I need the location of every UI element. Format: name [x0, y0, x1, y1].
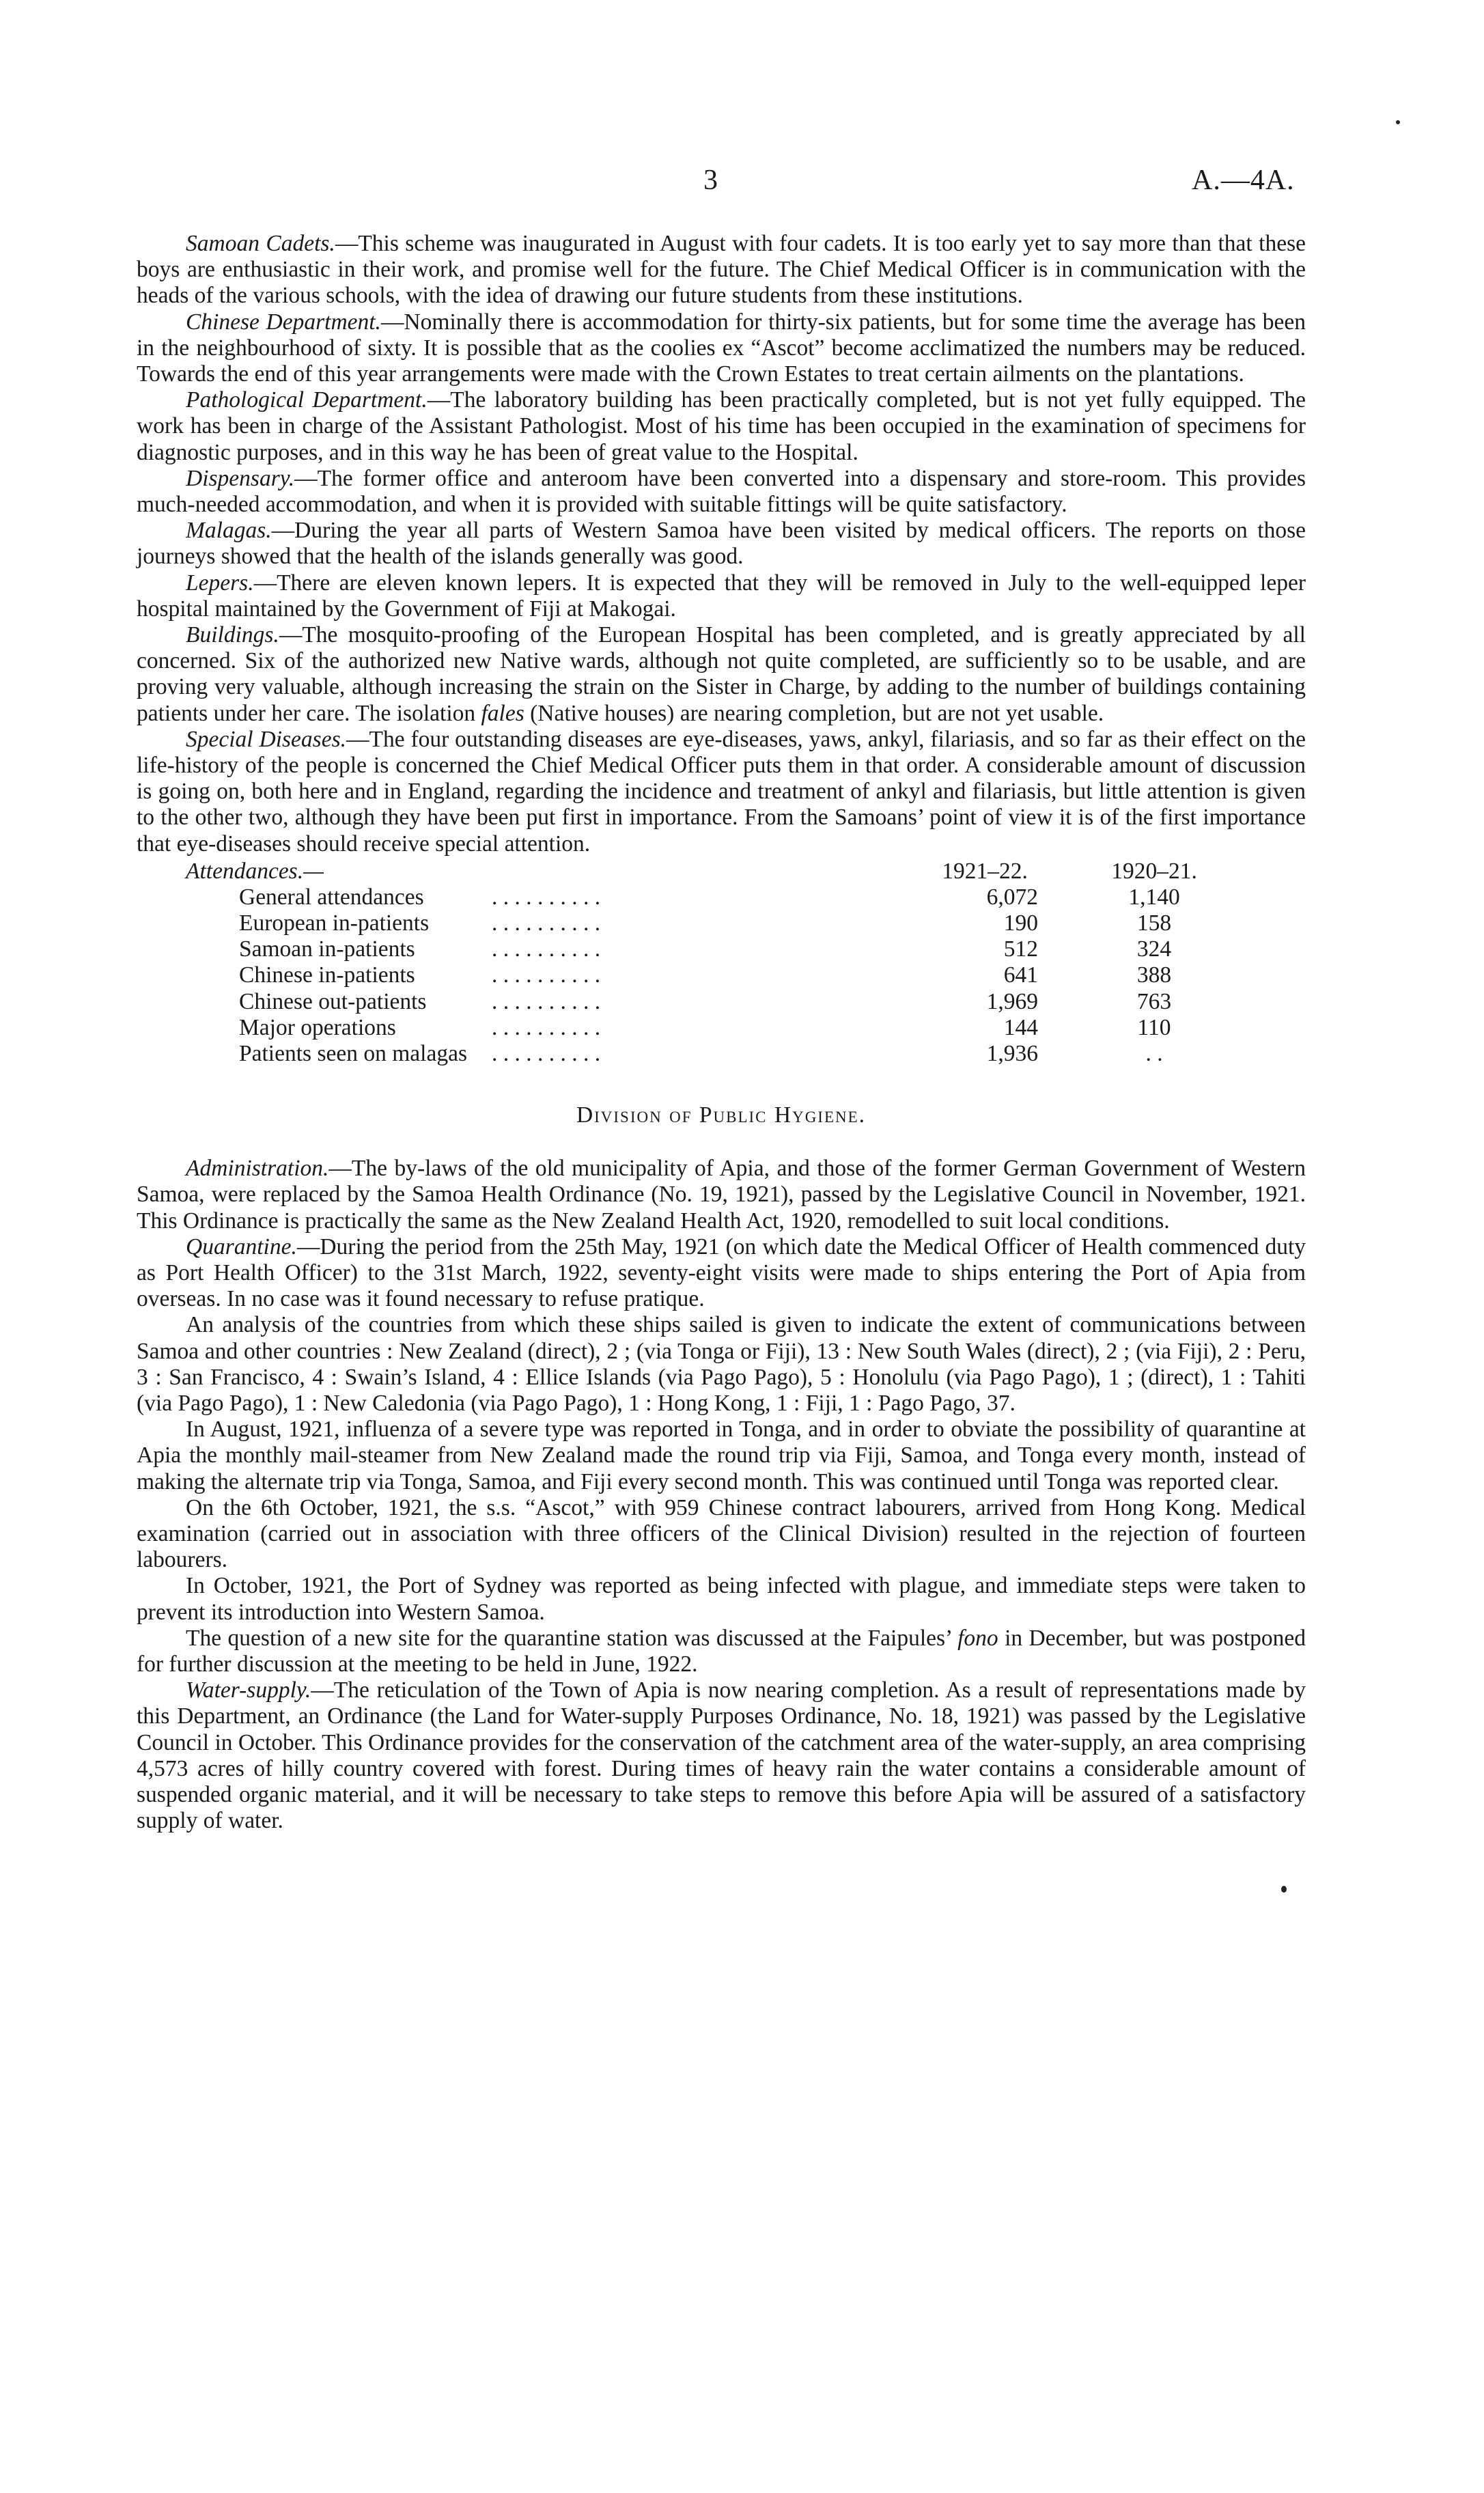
- paragraph-quarantine: [137, 1234, 1306, 1313]
- paragraph-plague-sydney: [137, 1573, 1306, 1625]
- paragraph-countries-analysis: [137, 1312, 1306, 1417]
- paragraph-lepers: [137, 570, 1306, 622]
- table-row: [137, 1041, 1306, 1067]
- value-1920-21: . .: [1145, 1041, 1163, 1066]
- paragraph-influenza: [137, 1417, 1306, 1495]
- paragraph-pathological-department: [137, 387, 1306, 466]
- italic-term: fono: [957, 1625, 998, 1651]
- table-row: [137, 910, 1306, 936]
- attendances-table: [137, 859, 1306, 1067]
- run-in-heading: Administration.: [186, 1156, 329, 1182]
- paragraph-text: In August, 1921, influenza of a severe type was reported in Tonga, and in order to obviate the possibility of quarantine at Apia the monthly mail-steamer from New Zealand made the round trip via Fiji, Samoa, and Tonga every month, instead of making the alternate trip via Tonga, Samoa, and Fiji every second month. This was continued until Tonga was reported clear.: [137, 1417, 1306, 1494]
- paragraph-text: An analysis of the countries from which these ships sailed is given to indicate the extent of communications between Samoa and other countries : New Zealand (direct), 2 ; (via Tonga or Fiji), 13 : New South Wales (direct), 2 ; (via Fiji), 2 : Peru, 3 : San Francisco, 4 : Swain’s Island, 4 : Ellice Islands (via Pago Pago), 5 : Honolulu (via Pago Pago), 1 ; (direct), 1 : Tahiti (via Pago Pago), 1 : New Caledonia (via Pago Pago), 1 : Hong Kong, 1 : Fiji, 1 : Pago Pago, 37.: [137, 1312, 1306, 1417]
- leader-dots: . . . . . . . . . .: [492, 962, 601, 988]
- run-in-heading: Buildings.: [186, 622, 279, 648]
- table-row: [137, 962, 1306, 988]
- value-1921-22: 190: [1003, 910, 1038, 936]
- paragraph-special-diseases: [137, 727, 1306, 857]
- paragraph-text: —There are eleven known lepers. It is expected that they will be removed in July to the well-equipped leper hospital maintained by the Government of Fiji at Makogai.: [137, 570, 1306, 622]
- table-row: [137, 885, 1306, 910]
- value-1921-22: 144: [1003, 1014, 1038, 1040]
- paragraph-quarantine-site: [137, 1626, 1306, 1677]
- series-reference: A.—4A.: [1192, 165, 1295, 196]
- paragraph-text: —The four outstanding diseases are eye-diseases, yaws, ankyl, filariasis, and so far as their effect on the life-history of the people is concerned the Chief Medical Officer puts them in that order. A considerable amount of discussion is going on, both here and in England, regarding the incidence and treatment of ankyl and filariasis, but little attention is given to the other two, although they have been put first in importance. From the Samoans’ point of view it is of the first importance that eye-diseases should receive special attention.: [137, 726, 1306, 856]
- run-in-heading: Malagas.: [186, 518, 272, 544]
- row-label: European in-patients: [239, 910, 430, 936]
- page-header: [0, 164, 1484, 205]
- paragraph-text: —This scheme was inaugurated in August with four cadets. It is too early yet to say more than that these boys are enthusiastic in their work, and promise well for the future. The Chief Medical Officer is in communication with the heads of the various schools, with the idea of drawing our future students from these institutions.: [137, 231, 1306, 309]
- print-speck: [1396, 120, 1400, 124]
- table-row: [137, 989, 1306, 1015]
- paragraph-text: —During the year all parts of Western Samoa have been visited by medical officers. The reports on those journeys showed that the health of the islands generally was good.: [137, 518, 1306, 570]
- run-in-heading: Quarantine.: [186, 1234, 297, 1259]
- paragraph-dispensary: [137, 466, 1306, 518]
- paragraph-administration: [137, 1156, 1306, 1234]
- paragraph-text: —During the period from the 25th May, 1921 (on which date the Medical Officer of Health commenced duty as Port Health Officer) to the 31st March, 1922, seventy-eight visits were made to ships entering the Port of Apia from overseas. In no case was it found necessary to refuse pratique.: [137, 1234, 1306, 1312]
- row-label: Samoan in-patients: [239, 936, 415, 962]
- value-1921-22: 1,936: [986, 1041, 1038, 1066]
- attendances-title: Attendances.—: [186, 858, 324, 884]
- paragraph-text: The question of a new site for the quarantine station was discussed at the Faipules’: [186, 1625, 958, 1651]
- section-heading: Division of Public Hygiene.: [576, 1102, 867, 1128]
- leader-dots: . . . . . . . . . .: [492, 884, 601, 910]
- paragraph-ascot-arrival: [137, 1495, 1306, 1574]
- value-1920-21: 763: [1136, 988, 1172, 1014]
- paragraph-text: —The laboratory building has been practically completed, but is not yet fully equipped. The work has been in charge of the Assistant Pathologist. Most of his time has been occupied in the examination of specimens for diagnostic purposes, and in this way he has been of great value to the Hospital.: [137, 387, 1306, 465]
- leader-dots: . . . . . . . . . .: [492, 1014, 601, 1040]
- paragraph-water-supply: [137, 1677, 1306, 1834]
- run-in-heading: Dispensary.: [186, 465, 295, 491]
- value-1921-22: 6,072: [986, 884, 1038, 910]
- paragraph-text: —The mosquito-proofing of the European Hospital has been completed, and is greatly appreciated by all concerned. Six of the authorized new Native wards, although not quite completed, are sufficiently so to be usable, and are proving very valuable, although increasing the strain on the Sister in Charge, by adding to the number of buildings containing patients under her care. The isolation: [137, 622, 1306, 726]
- column-header-1920-21: 1920–21.: [1111, 858, 1197, 884]
- paragraph-text: —The by-laws of the old municipality of Apia, and those of the former German Government of Western Samoa, were replaced by the Samoa Health Ordinance (No. 19, 1921), passed by the Legislative Council in November, 1921. This Ordinance is practically the same as the New Zealand Health Act, 1920, remodelled to suit local conditions.: [137, 1156, 1306, 1234]
- leader-dots: . . . . . . . . . .: [492, 1041, 601, 1066]
- row-label: Chinese out-patients: [239, 988, 427, 1014]
- attendances-header-row: [137, 859, 1306, 885]
- paragraph-text: (Native houses) are nearing completion, but are not yet usable.: [524, 700, 1104, 726]
- run-in-heading: Pathological Department.: [186, 387, 428, 413]
- paragraph-text: in December, but was postponed for further discussion at the meeting to be held in June, 1922.: [137, 1625, 1306, 1677]
- paragraph-chinese-department: [137, 309, 1306, 388]
- italic-term: fales: [481, 700, 524, 726]
- paragraph-text: —The former office and anteroom have been converted into a dispensary and store-room. This provides much-needed accommodation, and when it is provided with suitable fittings will be quite satisfactory.: [137, 465, 1306, 518]
- table-row: [137, 1015, 1306, 1041]
- print-speck: [1281, 1886, 1287, 1893]
- table-row: [137, 936, 1306, 962]
- page-number: 3: [703, 165, 718, 196]
- leader-dots: . . . . . . . . . .: [492, 988, 601, 1014]
- run-in-heading: Special Diseases.: [186, 726, 346, 752]
- run-in-heading: Samoan Cadets.: [186, 231, 335, 256]
- paragraph-buildings: [137, 622, 1306, 727]
- value-1921-22: 512: [1003, 936, 1038, 962]
- value-1920-21: 324: [1136, 936, 1172, 962]
- run-in-heading: Lepers.: [186, 570, 254, 596]
- value-1921-22: 1,969: [986, 988, 1038, 1014]
- row-label: Chinese in-patients: [239, 962, 415, 988]
- value-1921-22: 641: [1003, 962, 1038, 988]
- paragraph-malagas: [137, 518, 1306, 570]
- row-label: General attendances: [239, 884, 424, 910]
- value-1920-21: 388: [1136, 962, 1172, 988]
- value-1920-21: 1,140: [1128, 884, 1180, 910]
- body-text: [137, 231, 1306, 1834]
- paragraph-samoan-cadets: [137, 231, 1306, 309]
- run-in-heading: Chinese Department.: [186, 309, 381, 335]
- value-1920-21: 110: [1137, 1014, 1171, 1040]
- leader-dots: . . . . . . . . . .: [492, 910, 601, 936]
- row-label: Patients seen on malagas: [239, 1041, 467, 1066]
- row-label: Major operations: [239, 1014, 396, 1040]
- run-in-heading: Water-supply.: [186, 1677, 311, 1703]
- paragraph-text: On the 6th October, 1921, the s.s. “Ascot,” with 959 Chinese contract labourers, arrived from Hong Kong. Medical examination (carried out in association with three officers of the Clinical Division) resulted in the rejection of fourteen labourers.: [137, 1494, 1306, 1573]
- paragraph-text: In October, 1921, the Port of Sydney was reported as being infected with plague, and immediate steps were taken to prevent its introduction into Western Samoa.: [137, 1573, 1306, 1625]
- leader-dots: . . . . . . . . . .: [492, 936, 601, 962]
- column-header-1921-22: 1921–22.: [942, 858, 1028, 884]
- value-1920-21: 158: [1136, 910, 1172, 936]
- paragraph-text: —Nominally there is accommodation for thirty-six patients, but for some time the average has been in the neighbourhood of sixty. It is possible that as the coolies ex “Ascot” become acclimatized the numbers may be reduced. Towards the end of this year arrangements were made with the Crown Estates to treat certain ailments on the plantations.: [137, 309, 1306, 387]
- paragraph-text: —The reticulation of the Town of Apia is now nearing completion. As a result of representations made by this Department, an Ordinance (the Land for Water-supply Purposes Ordinance, No. 18, 1921) was passed by the Legislative Council in October. This Ordinance provides for the conservation of the catchment area of the water-supply, an area comprising 4,573 acres of hilly country covered with forest. During times of heavy rain the water contains a considerable amount of suspended organic material, and it will be necessary to take steps to remove this before Apia will be assured of a satisfactory supply of water.: [137, 1677, 1306, 1834]
